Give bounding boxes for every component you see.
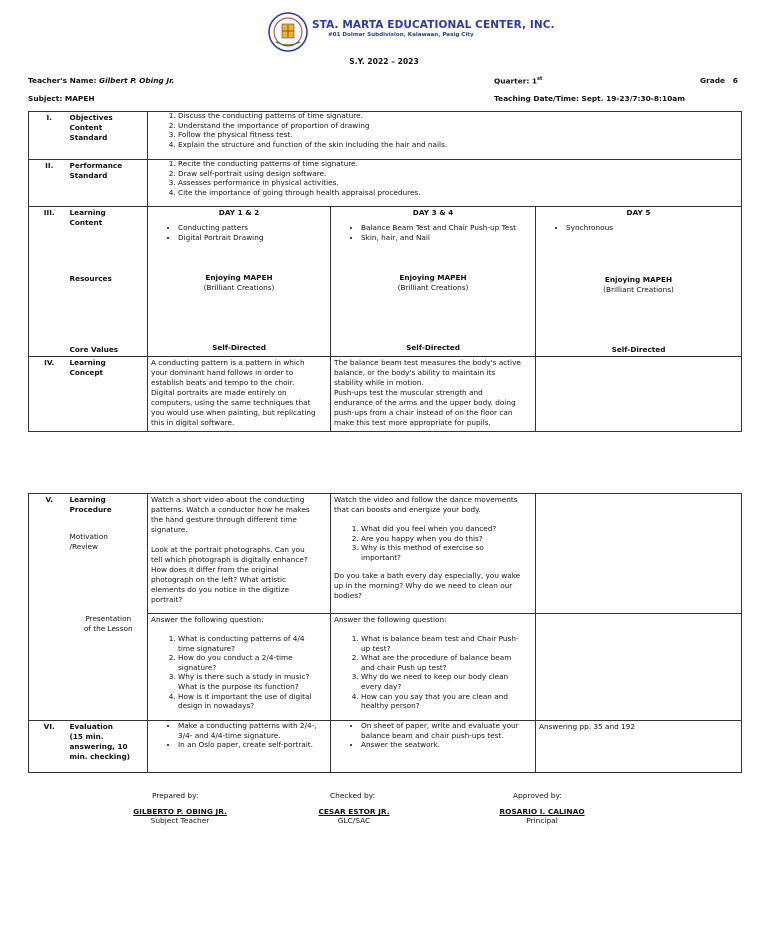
concept-day-3-4: The balance beam test measures the body's active balance, or the body's ability to maintain its stability while in motion. Push-ups test the muscular strength and endurance of the arms and the upper body. doing push-ups from a chair instead of on the floor can make this test more appropriate for pupils. <box>331 357 536 432</box>
checked-by-name: CESAR ESTOR JR. <box>318 807 390 816</box>
section-number: I. <box>29 112 70 160</box>
school-logo <box>268 12 308 52</box>
core-value: Self-Directed <box>406 343 460 352</box>
approved-by-name: ROSARIO I. CALINAO <box>499 807 585 816</box>
objectives-row <box>29 112 742 160</box>
motivation-day-1-2: Watch a short video about the conducting patterns. Watch a conductor how he makes the hand gesture through different time signature. Look at the portrait photographs. Can you tell which photograph is digitally enhance? How does it differ from the original photograph on the left? What artistic elements do you notice in the digitize portrait? <box>148 494 331 614</box>
evaluation-row <box>29 721 742 773</box>
presentation-label: Presentation of the Lesson <box>70 614 148 721</box>
lesson-plan-table-2 <box>28 493 742 773</box>
motivation-day-3-4: Watch the video and follow the dance movements that can boosts and energize your body. 1. What did you feel when you danced? 2. Are you happy when you do this? 3. Why is this method of exercise so important? Do you take a bath every day especially, you wake up in the morning? Why do we need to clean our bodies? <box>331 494 536 614</box>
resource-subtitle: (Brilliant Creations) <box>203 283 275 292</box>
quarter <box>494 76 542 85</box>
list-item: 1. What did you feel when you danced? <box>361 524 532 534</box>
day-header: DAY 3 & 4 <box>412 208 454 217</box>
list-item: 3. Why is this method of exercise so important? <box>361 543 532 562</box>
learning-content-label: Learning Content Resources Core Values <box>70 207 148 357</box>
learning-concept-label: Learning Concept <box>70 357 148 432</box>
performance-label: Performance Standard <box>70 160 148 207</box>
resource <box>148 273 330 293</box>
teacher-name-value: Gilbert P. Obing Jr. <box>99 76 175 85</box>
list-item: 1. Recite the conducting patterns of time signature. <box>178 159 741 169</box>
list-item: • Synchronous <box>566 223 741 233</box>
school-year: S.Y. 2022 – 2023 <box>349 57 419 66</box>
list-item: 4. How can you say that you are clean and healthy person? <box>361 692 526 711</box>
day-header: DAY 1 & 2 <box>218 208 260 217</box>
school-address: #01 Dolmar Subdivision, Kalawaan, Pasig City <box>328 32 474 38</box>
list-item: 2. Are you happy when you do this? <box>361 534 532 544</box>
list-item: • Skin, hair, and Nail <box>361 233 535 243</box>
resource-subtitle: (Brilliant Creations) <box>603 285 674 294</box>
resource <box>331 273 535 293</box>
quarter-sup: st <box>537 76 543 82</box>
day-3-4-column <box>331 207 536 357</box>
presentation-day-5 <box>536 614 742 721</box>
motivation-day-5 <box>536 494 742 614</box>
section-number: III. <box>29 207 70 357</box>
learning-content-row <box>29 207 742 357</box>
list-item: • Conducting patters <box>178 223 330 233</box>
prepared-by-title: Subject Teacher <box>150 816 210 825</box>
teacher-label: Teacher's Name: <box>28 76 100 85</box>
day-5-column <box>536 207 742 357</box>
teaching-date: Teaching Date/Time: Sept. 19-23/7:30-8:10am <box>494 94 685 103</box>
performance-row <box>29 160 742 207</box>
list-item: 2. How do you conduct a 2/4-time signature? <box>178 653 313 672</box>
concept-day-1-2: A conducting pattern is a pattern in which your dominant hand follows in order to establish beats and tempo to the choir. Digital portraits are made entirely on computers, using the same techniques that you would use when painting, but replicating this in digital software. <box>148 357 331 432</box>
evaluation-label: Evaluation (15 min. answering, 10 min. checking) <box>70 721 148 773</box>
list-item: • Answer the seatwork. <box>361 740 531 750</box>
performance-list <box>148 160 742 207</box>
resources-label: Resources <box>69 274 112 283</box>
core-value: Self-Directed <box>611 345 666 354</box>
list-item: • On sheet of paper, write and evaluate your balance beam and chair push-ups test. <box>361 721 531 740</box>
resource <box>536 275 741 295</box>
section-number: IV. <box>29 357 70 432</box>
list-item: 3. Assesses performance in physical activities. <box>178 178 741 188</box>
teacher-name <box>28 76 174 85</box>
resource-title: Enjoying MAPEH <box>604 275 673 284</box>
procedure-label: Learning Procedure Motivation /Review <box>70 494 148 614</box>
day-1-2-column <box>148 207 331 357</box>
learning-concept-row <box>29 357 742 432</box>
presentation-day-3-4: Answer the following question: 1. What is balance beam test and Chair Push-up test? 2. What are the procedure of balance beam and chair Push up test? 3. Why do we need to keep our body clean every day? 4. How can you say that you are clean and healthy person? <box>331 614 536 721</box>
approved-by-label: Approved by: <box>513 791 562 800</box>
checked-by-title: GLC/SAC <box>337 816 371 825</box>
list-item: 2. Understand the importance of proportion of drawing <box>178 121 741 131</box>
day-header: DAY 5 <box>626 208 651 217</box>
list-item: 1. Discuss the conducting patterns of time signature. <box>178 111 741 121</box>
list-item: • Balance Beam Test and Chair Push-up Test <box>361 223 535 233</box>
presentation-day-1-2: Answer the following question: 1. What is conducting patterns of 4/4 time signature? 2. How do you conduct a 2/4-time signature? 3. Why is there such a study in music? What is the purpose its function? 4. How is it important the use of digital design in nowadays? <box>148 614 331 721</box>
prepared-by-label: Prepared by: <box>152 791 199 800</box>
core-values-label: Core Values <box>69 345 119 354</box>
list-item: 3. Follow the physical fitness test. <box>178 130 741 140</box>
evaluation-day-3-4 <box>331 721 536 773</box>
quarter-label: Quarter: 1 <box>494 76 538 86</box>
section-number: V. <box>29 494 70 614</box>
school-name: STA. MARTA EDUCATIONAL CENTER, INC. <box>312 19 555 31</box>
procedure-presentation-row <box>29 614 742 721</box>
checked-by-label: Checked by: <box>330 791 376 800</box>
section-number: II. <box>29 160 70 207</box>
resource-title: Enjoying MAPEH <box>399 273 467 282</box>
resource-title: Enjoying MAPEH <box>205 273 273 282</box>
section-number: VI. <box>29 721 70 773</box>
evaluation-day-1-2 <box>148 721 331 773</box>
procedure-motivation-row <box>29 494 742 614</box>
list-item: 4. Cite the importance of going through health appraisal procedures. <box>178 188 741 198</box>
concept-day-5 <box>536 357 742 432</box>
evaluation-day-5: Answering pp. 35 and 192 <box>536 721 742 773</box>
list-item: 4. Explain the structure and function of the skin including the hair and nails. <box>178 140 741 150</box>
objectives-label: Objectives Content Standard <box>70 112 148 160</box>
prepared-by-name: GILBERTO P. OBING JR. <box>133 807 227 816</box>
list-item: • In an Oslo paper, create self-portrait. <box>178 740 326 750</box>
lesson-plan-table-1 <box>28 111 742 432</box>
grade: Grade 6 <box>700 76 738 85</box>
approved-by-title: Principal <box>526 816 558 825</box>
objectives-list <box>148 112 742 160</box>
subject: Subject: MAPEH <box>28 94 95 103</box>
motivation-label: Motivation /Review <box>69 532 108 551</box>
blank-cell <box>29 614 70 721</box>
resource-subtitle: (Brilliant Creations) <box>397 283 469 292</box>
core-value: Self-Directed <box>212 343 266 352</box>
list-item: 3. Why do we need to keep our body clean every day? <box>361 672 526 691</box>
list-item: 4. How is it important the use of digital design in nowadays? <box>178 692 313 711</box>
list-item: • Make a conducting patterns with 2/4-, 3/4- and 4/4-time signature. <box>178 721 326 740</box>
list-item: 1. What is conducting patterns of 4/4 time signature? <box>178 634 313 653</box>
list-item: 3. Why is there such a study in music? What is the purpose its function? <box>178 672 313 691</box>
list-item: 2. What are the procedure of balance beam and chair Push up test? <box>361 653 526 672</box>
list-item: • Digital Portrait Drawing <box>178 233 330 243</box>
list-item: 1. What is balance beam test and Chair Push-up test? <box>361 634 526 653</box>
list-item: 2. Draw self-portrait using design software. <box>178 169 741 179</box>
